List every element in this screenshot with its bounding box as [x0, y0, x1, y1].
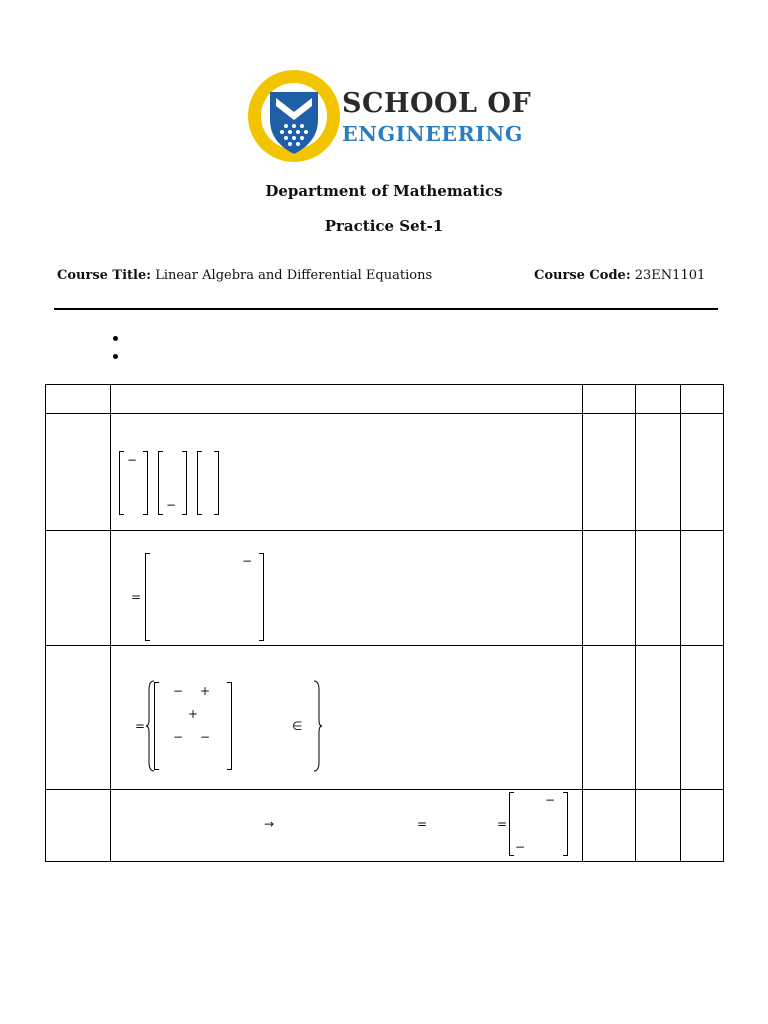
table-cell — [681, 385, 724, 414]
table-cell — [46, 790, 111, 862]
table-cell — [111, 385, 583, 414]
table-cell — [46, 531, 111, 646]
table-cell — [681, 790, 724, 862]
table-row — [46, 646, 724, 790]
bullet-point-2 — [113, 354, 118, 359]
header-divider — [54, 308, 718, 310]
practice-set-heading: Practice Set-1 — [324, 217, 444, 235]
minus-sign: − — [242, 554, 253, 568]
table-cell — [583, 531, 636, 646]
minus-sign: − — [200, 730, 211, 744]
course-title-value: Linear Algebra and Differential Equations — [155, 268, 433, 283]
question-cell — [111, 646, 583, 790]
course-title — [57, 268, 432, 283]
equals-sign: = — [131, 590, 142, 604]
question-cell — [111, 790, 583, 862]
table-cell — [583, 790, 636, 862]
university-seal-icon — [246, 68, 342, 164]
arrow-sign: → — [264, 817, 275, 831]
question-cell — [111, 414, 583, 531]
table-cell — [681, 531, 724, 646]
table-header-row — [46, 385, 724, 414]
table-row — [46, 790, 724, 862]
course-title-label: Course Title: — [57, 268, 152, 283]
table-cell — [636, 531, 681, 646]
course-code — [534, 268, 705, 283]
minus-sign: − — [515, 840, 526, 854]
school-of-engineering-logo — [246, 68, 532, 164]
bullet-point-1 — [113, 336, 118, 341]
question-cell — [111, 531, 583, 646]
equals-sign: = — [417, 817, 428, 831]
table-cell — [46, 385, 111, 414]
table-cell — [583, 414, 636, 531]
minus-sign: − — [173, 684, 184, 698]
table-cell — [46, 646, 111, 790]
minus-sign: − — [127, 453, 138, 467]
minus-sign: − — [545, 793, 556, 807]
plus-sign: + — [200, 684, 211, 698]
equals-sign: = — [135, 719, 146, 733]
element-of-sign: ∈ — [292, 719, 303, 733]
logo-line-2: ENGINEERING — [342, 122, 523, 146]
table-cell — [636, 385, 681, 414]
table-cell — [681, 646, 724, 790]
right-brace — [313, 680, 323, 772]
table-row — [46, 414, 724, 531]
table-row — [46, 531, 724, 646]
course-code-label: Course Code: — [534, 268, 631, 283]
table-cell — [636, 414, 681, 531]
plus-sign: + — [188, 707, 199, 721]
minus-sign: − — [166, 498, 177, 512]
question-table — [45, 384, 724, 862]
table-cell — [681, 414, 724, 531]
table-cell — [46, 414, 111, 531]
minus-sign: − — [173, 730, 184, 744]
table-cell — [636, 790, 681, 862]
equals-sign: = — [497, 817, 508, 831]
table-cell — [583, 385, 636, 414]
table-cell — [583, 646, 636, 790]
logo-line-1: SCHOOL OF — [342, 88, 532, 119]
table-cell — [636, 646, 681, 790]
course-code-value: 23EN1101 — [634, 268, 706, 283]
department-heading: Department of Mathematics — [265, 182, 503, 200]
